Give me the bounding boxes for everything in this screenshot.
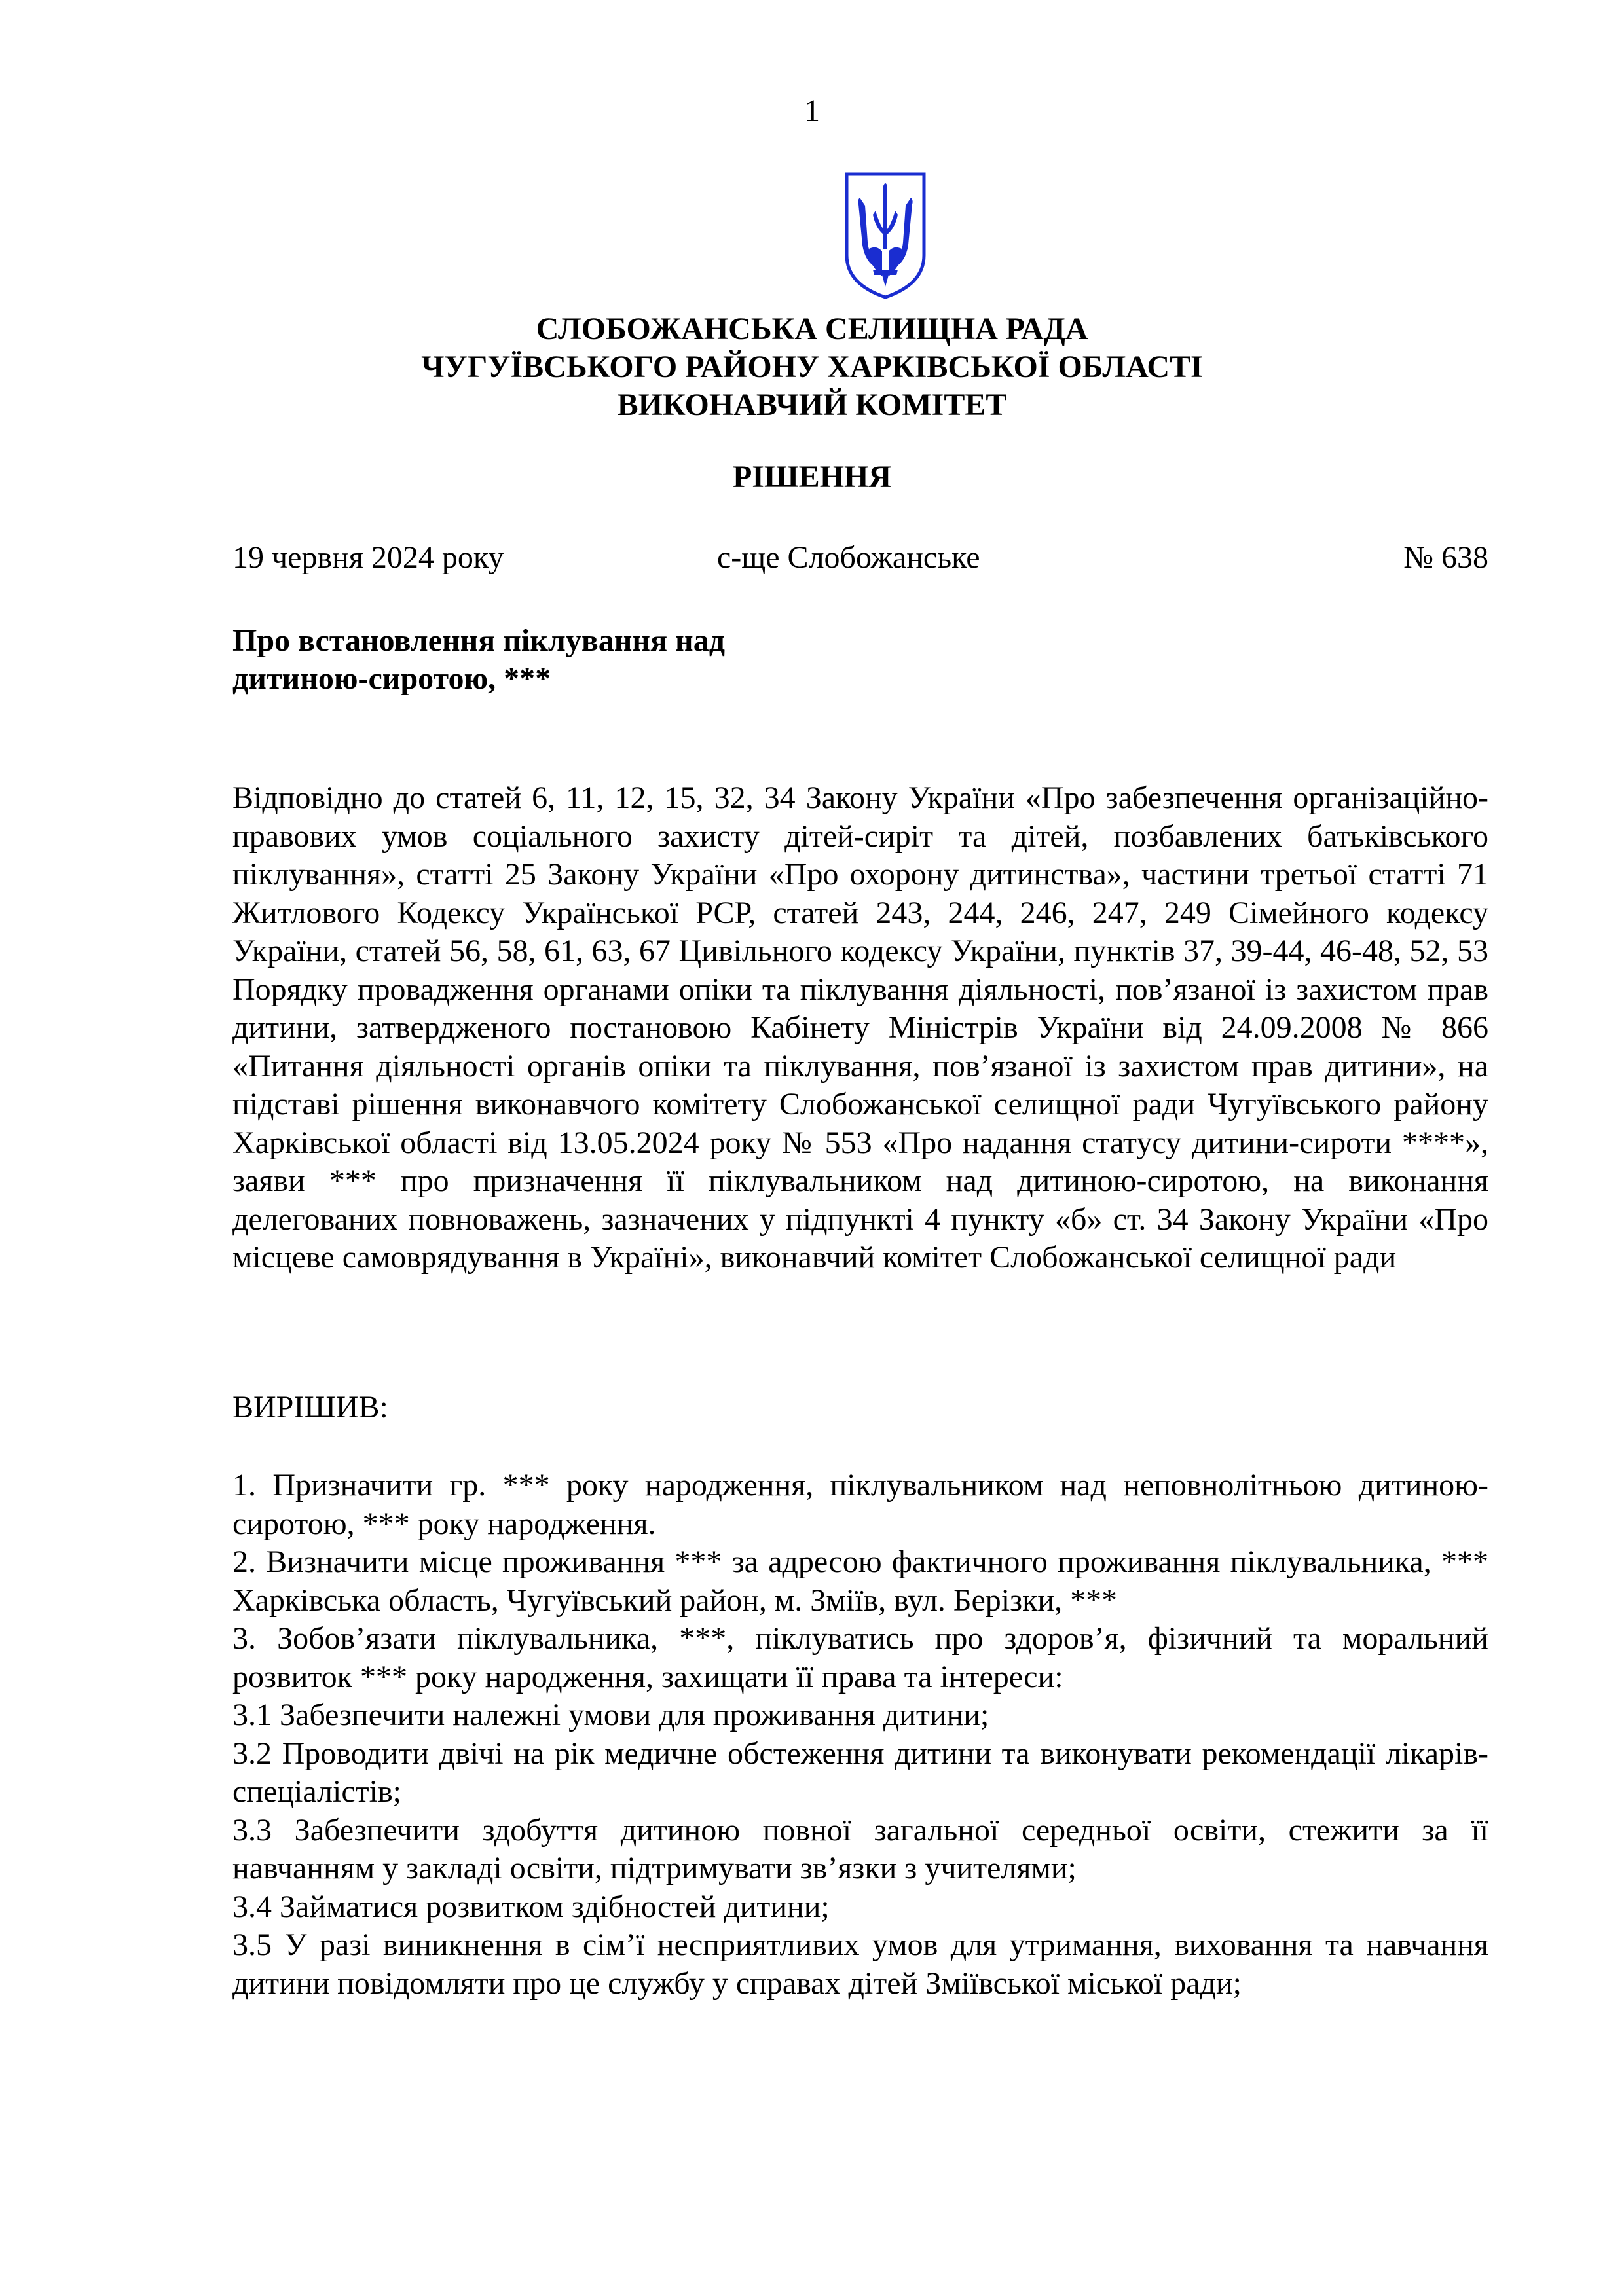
- trident-coat-of-arms-icon: [843, 172, 928, 299]
- document-date: 19 червня 2024 року: [232, 540, 504, 575]
- document-subject: [232, 622, 1018, 698]
- header-committee-name: ВИКОНАВЧИЙ КОМІТЕТ: [617, 388, 1007, 422]
- decision-items: [232, 1467, 1488, 2003]
- document-meta-row: [232, 538, 1488, 577]
- page-number: 1: [804, 94, 820, 128]
- header-council-name: СЛОБОЖАНСЬКА СЕЛИЩНА РАДА: [536, 312, 1088, 346]
- document-place: с-ще Слобожанське: [717, 540, 980, 575]
- decision-item: 2. Визначити місце проживання *** за адресою фактичного проживання піклувальника, *** Харківська область, Чугуївський район, м. Зміїв, вул. Берізки, ***: [232, 1544, 1488, 1618]
- decision-item: 1. Призначити гр. *** року народження, піклувальником над неповнолітньою дитиною-сиротою, *** року народження.: [232, 1468, 1488, 1541]
- header-district-name: ЧУГУЇВСЬКОГО РАЙОНУ ХАРКІВСЬКОЇ ОБЛАСТІ: [421, 350, 1203, 384]
- decision-sub-item: 3.2 Проводити двічі на рік медичне обстеження дитини та виконувати рекомендації лікарів-спеціалістів;: [232, 1736, 1488, 1809]
- subject-line: дитиною-сиротою, ***: [232, 661, 551, 696]
- authority-header: [0, 310, 1624, 424]
- preamble-paragraph: Відповідно до статей 6, 11, 12, 15, 32, 34 Закону України «Про забезпечення організаційно-правових умов соціального захисту дітей-сиріт та дітей, позбавлених батьківського піклування», статті 25 Закону України «Про охорону дитинства», частини третьої статті 71 Житлового Кодексу Української РСР, статей 243, 244, 246, 247, 249 Сімейного кодексу України, статей 56, 58, 61, 63, 67 Цивільного кодексу України, пунктів 37, 39-44, 46-48, 52, 53 Порядку провадження органами опіки та піклування діяльності, пов’язаної із захистом прав дитини, затвердженого постановою Кабінету Міністрів України від 24.09.2008 № 866 «Питання діяльності органів опіки та піклування, пов’язаної із захистом прав дитини», на підставі рішення виконавчого комітету Слобожанської селищної ради Чугуївського району Харківської області від 13.05.2024 року № 553 «Про надання статусу дитини-сироти ****», заяви *** про призначення її піклувальником над дитиною-сиротою, на виконання делегованих повноважень, зазначених у підпункті 4 пункту «б» ст. 34 Закону України «Про місцеве самоврядування в Україні», виконавчий комітет Слобожанської селищної ради: [232, 780, 1488, 1275]
- decided-label: ВИРІШИВ:: [232, 1390, 388, 1425]
- decision-item: 3. Зобов’язати піклувальника, ***, піклуватись про здоров’я, фізичний та моральний розвиток *** року народження, захищати її права та інтереси:: [232, 1621, 1488, 1694]
- decision-sub-item: 3.4 Займатися розвитком здібностей дитини;: [232, 1889, 830, 1924]
- decision-sub-item: 3.3 Забезпечити здобуття дитиною повної загальної середньої освіти, стежити за її навчанням у закладі освіти, підтримувати зв’язки з учителями;: [232, 1812, 1488, 1886]
- decision-sub-item: 3.5 У разі виникнення в сім’ї несприятливих умов для утримання, виховання та навчання дитини повідомляти про це службу у справах дітей Зміївської міської ради;: [232, 1927, 1488, 2001]
- subject-line: Про встановлення піклування над: [232, 623, 725, 658]
- decision-sub-item: 3.1 Забезпечити належні умови для проживання дитини;: [232, 1698, 989, 1732]
- document-number: № 638: [1403, 540, 1488, 575]
- document-type: РІШЕННЯ: [732, 460, 892, 494]
